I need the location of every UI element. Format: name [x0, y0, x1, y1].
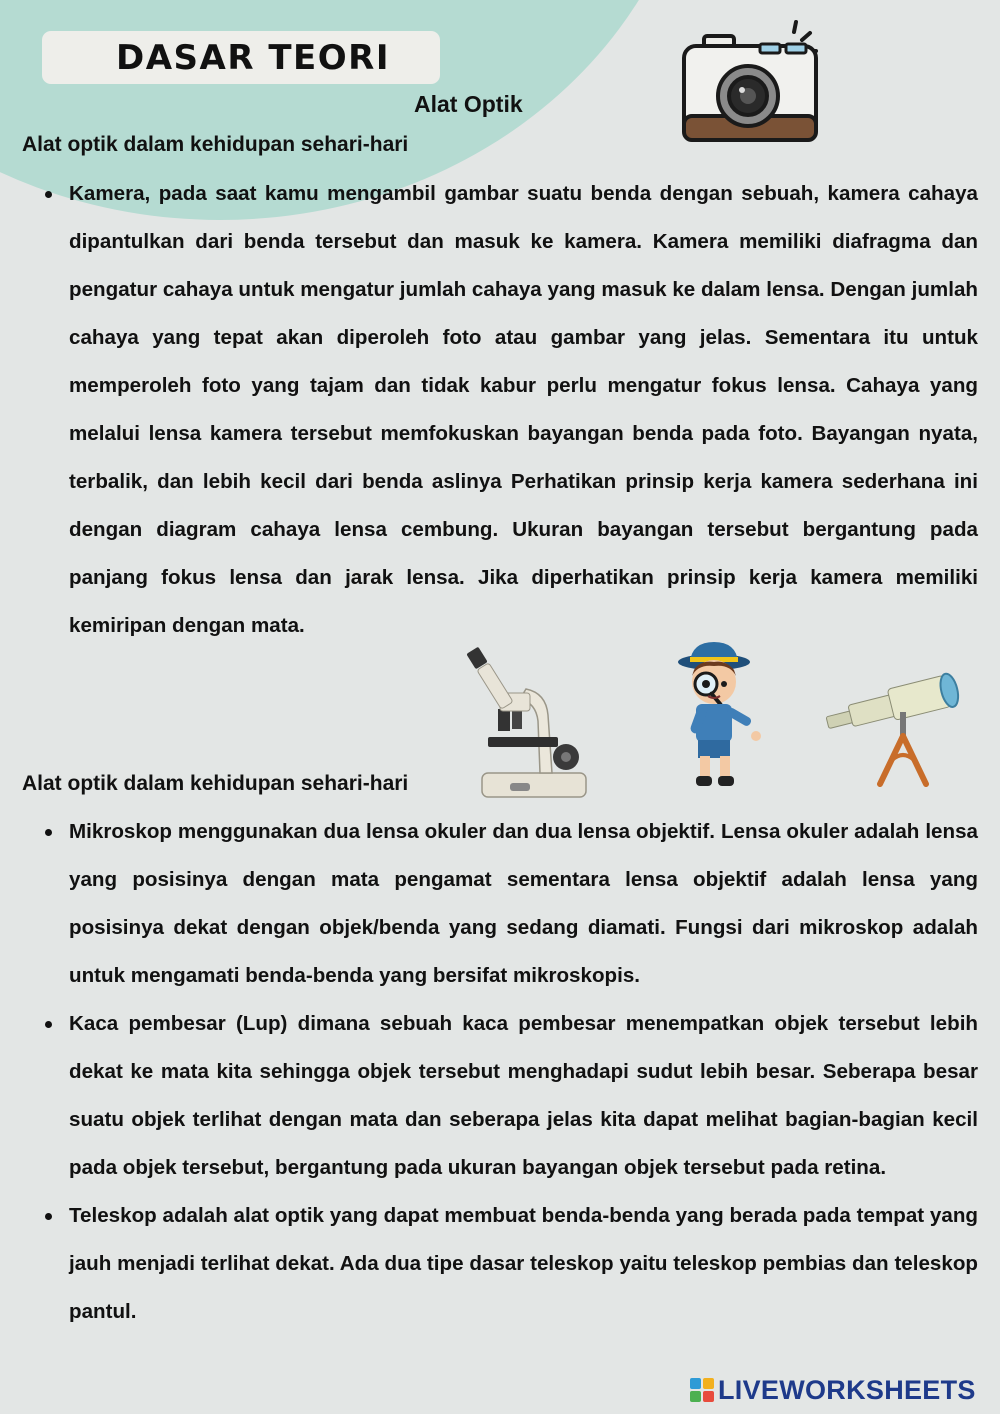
page-title: DASAR TEORI [116, 37, 391, 78]
list-item-kaca-pembesar: Kaca pembesar (Lup) dimana sebuah kaca pembesar menempatkan objek tersebut lebih dekat ke mata kita sehingga objek tersebut menghadapi sudut lebih besar. Seberapa besar suatu objek terlihat dengan mata dan seberapa jelas kita dapat melihat bagian-bagian kecil pada objek tersebut, bergantung pada ukuran bayangan objek tersebut pada retina. [22, 1000, 978, 1192]
list-item-mikroskop: Mikroskop menggunakan dua lensa okuler dan dua lensa objektif. Lensa okuler adalah lensa yang posisinya dengan mata pengamat sementara lensa objektif adalah lensa yang posisinya dekat dengan objek/benda yang sedang diamati. Fungsi dari mikroskop adalah untuk mengamati benda-benda yang bersifat mikroskopis. [22, 808, 978, 1000]
camera-icon [676, 18, 826, 146]
footer-logo[interactable] [690, 1374, 976, 1406]
bullet-list-1 [22, 170, 978, 650]
explorer-child-icon [668, 640, 768, 800]
title-box [42, 31, 440, 84]
section-heading-1: Alat optik dalam kehidupan sehari-hari [22, 133, 409, 156]
bullet-list-2 [22, 808, 978, 1336]
list-item-teleskop: Teleskop adalah alat optik yang dapat membuat benda-benda yang berada pada tempat yang jauh menjadi terlihat dekat. Ada dua tipe dasar teleskop yaitu teleskop pembias dan teleskop pantul. [22, 1192, 978, 1336]
page-subtitle: Alat Optik [414, 91, 523, 117]
microscope-icon [462, 645, 592, 805]
liveworksheets-logo-icon [690, 1378, 714, 1402]
list-item-kamera: Kamera, pada saat kamu mengambil gambar suatu benda dengan sebuah, kamera cahaya dipantulkan dari benda tersebut dan masuk ke kamera. Kamera memiliki diafragma dan pengatur cahaya untuk mengatur jumlah cahaya yang masuk ke dalam lensa. Dengan jumlah cahaya yang tepat akan diperoleh foto atau gambar yang jelas. Sementara itu untuk memperoleh foto yang tajam dan tidak kabur perlu mengatur fokus lensa. Cahaya yang melalui lensa kamera tersebut memfokuskan bayangan benda pada foto. Bayangan nyata, terbalik, dan lebih kecil dari benda aslinya Perhatikan prinsip kerja kamera sederhana ini dengan diagram cahaya lensa cembung. Ukuran bayangan tersebut bergantung pada panjang fokus lensa dan jarak lensa. Jika diperhatikan prinsip kerja kamera memiliki kemiripan dengan mata. [22, 170, 978, 650]
footer-brand-text: LIVEWORKSHEETS [718, 1374, 976, 1405]
section-heading-2: Alat optik dalam kehidupan sehari-hari [22, 772, 409, 795]
telescope-icon [818, 660, 970, 790]
